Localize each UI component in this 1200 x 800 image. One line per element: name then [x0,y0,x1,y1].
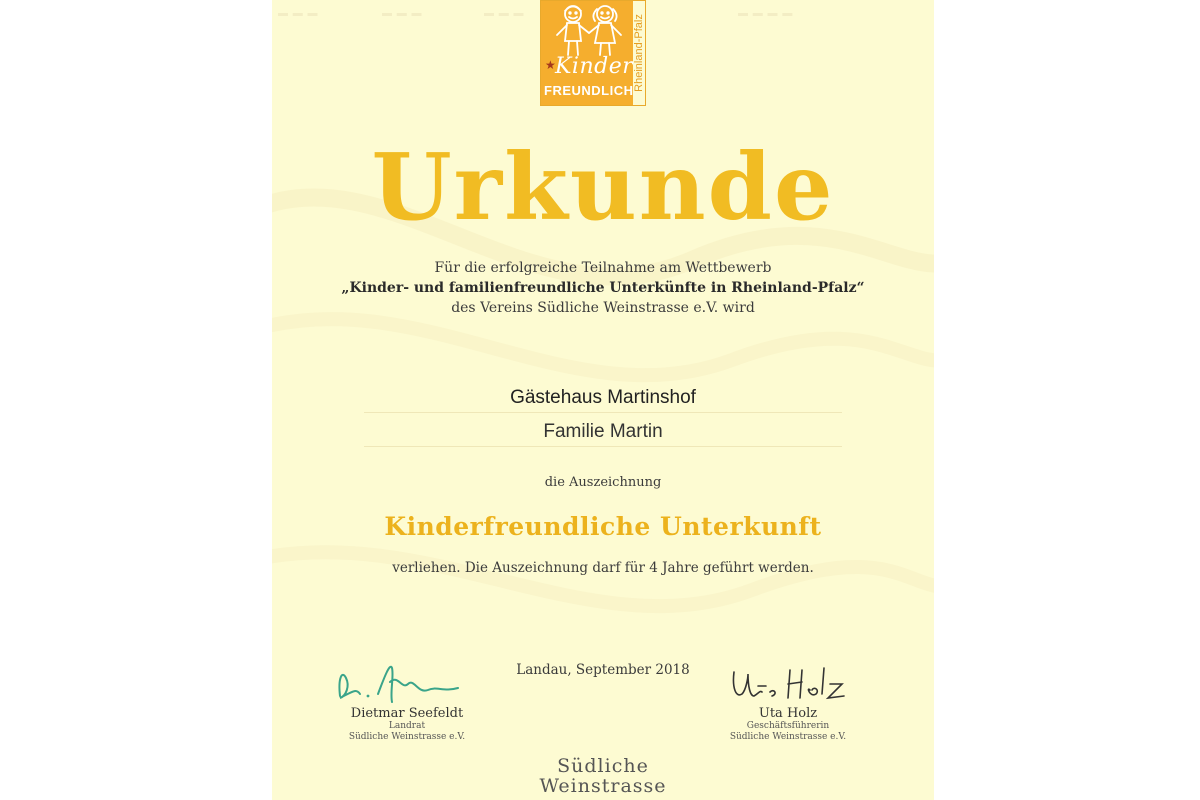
certificate [272,0,934,800]
divider [364,412,842,413]
signatory-org: Südliche Weinstrasse e.V. [348,732,466,742]
signatory-role: Landrat [388,721,426,731]
award-intro: die Auszeichnung [544,475,662,490]
top-watermark: ▬ ▬ ▬ ▬ ▬ ▬ ▬ ▬ ▬ ▬ ▬ ▬ ▬ [278,8,794,19]
intro-line-3: des Vereins Südliche Weinstrasse e.V. wird [451,300,755,316]
signatory-org: Südliche Weinstrasse e.V. [729,732,847,742]
competition-name: „Kinder- und familienfreundliche Unterkünfte in Rheinland-Pfalz“ [341,280,865,296]
award-validity: verliehen. Die Auszeichnung darf für 4 Jahre geführt werden. [392,560,814,576]
intro-line-1: Für die erfolgreiche Teilnahme am Wettbewerb [434,260,772,276]
handwritten-signature-left [332,658,482,706]
recipient-family: Familie Martin [543,421,663,442]
two-children-holding-hands-icon [551,3,627,59]
place-and-date: Landau, September 2018 [516,662,690,678]
signatory-name: Uta Holz [758,706,818,721]
award-name: Kinderfreundliche Unterkunft [384,512,822,541]
logo-kinder-text: Kinder [555,54,634,79]
footer-logo-line-2: Weinstrasse [539,775,667,797]
signature-block-right [718,664,858,743]
footer-logo-line-1: Südliche [557,755,649,777]
signature-block-left [332,658,482,743]
certificate-title: Urkunde [371,133,835,241]
logo-freundlich-text: FREUNDLICH [544,83,634,98]
kinderfreundlich-logo [540,0,646,106]
handwritten-signature-right [718,664,858,706]
divider [364,446,842,447]
star-icon: ★ [545,58,556,72]
intro-text [272,258,934,318]
suedliche-weinstrasse-logo [272,756,934,796]
signatory-role: Geschäftsführerin [746,721,830,731]
recipient-name: Gästehaus Martinshof [510,387,696,408]
signatory-name: Dietmar Seefeldt [350,706,464,721]
logo-region-text: Rheinland-Pfalz [633,14,645,92]
